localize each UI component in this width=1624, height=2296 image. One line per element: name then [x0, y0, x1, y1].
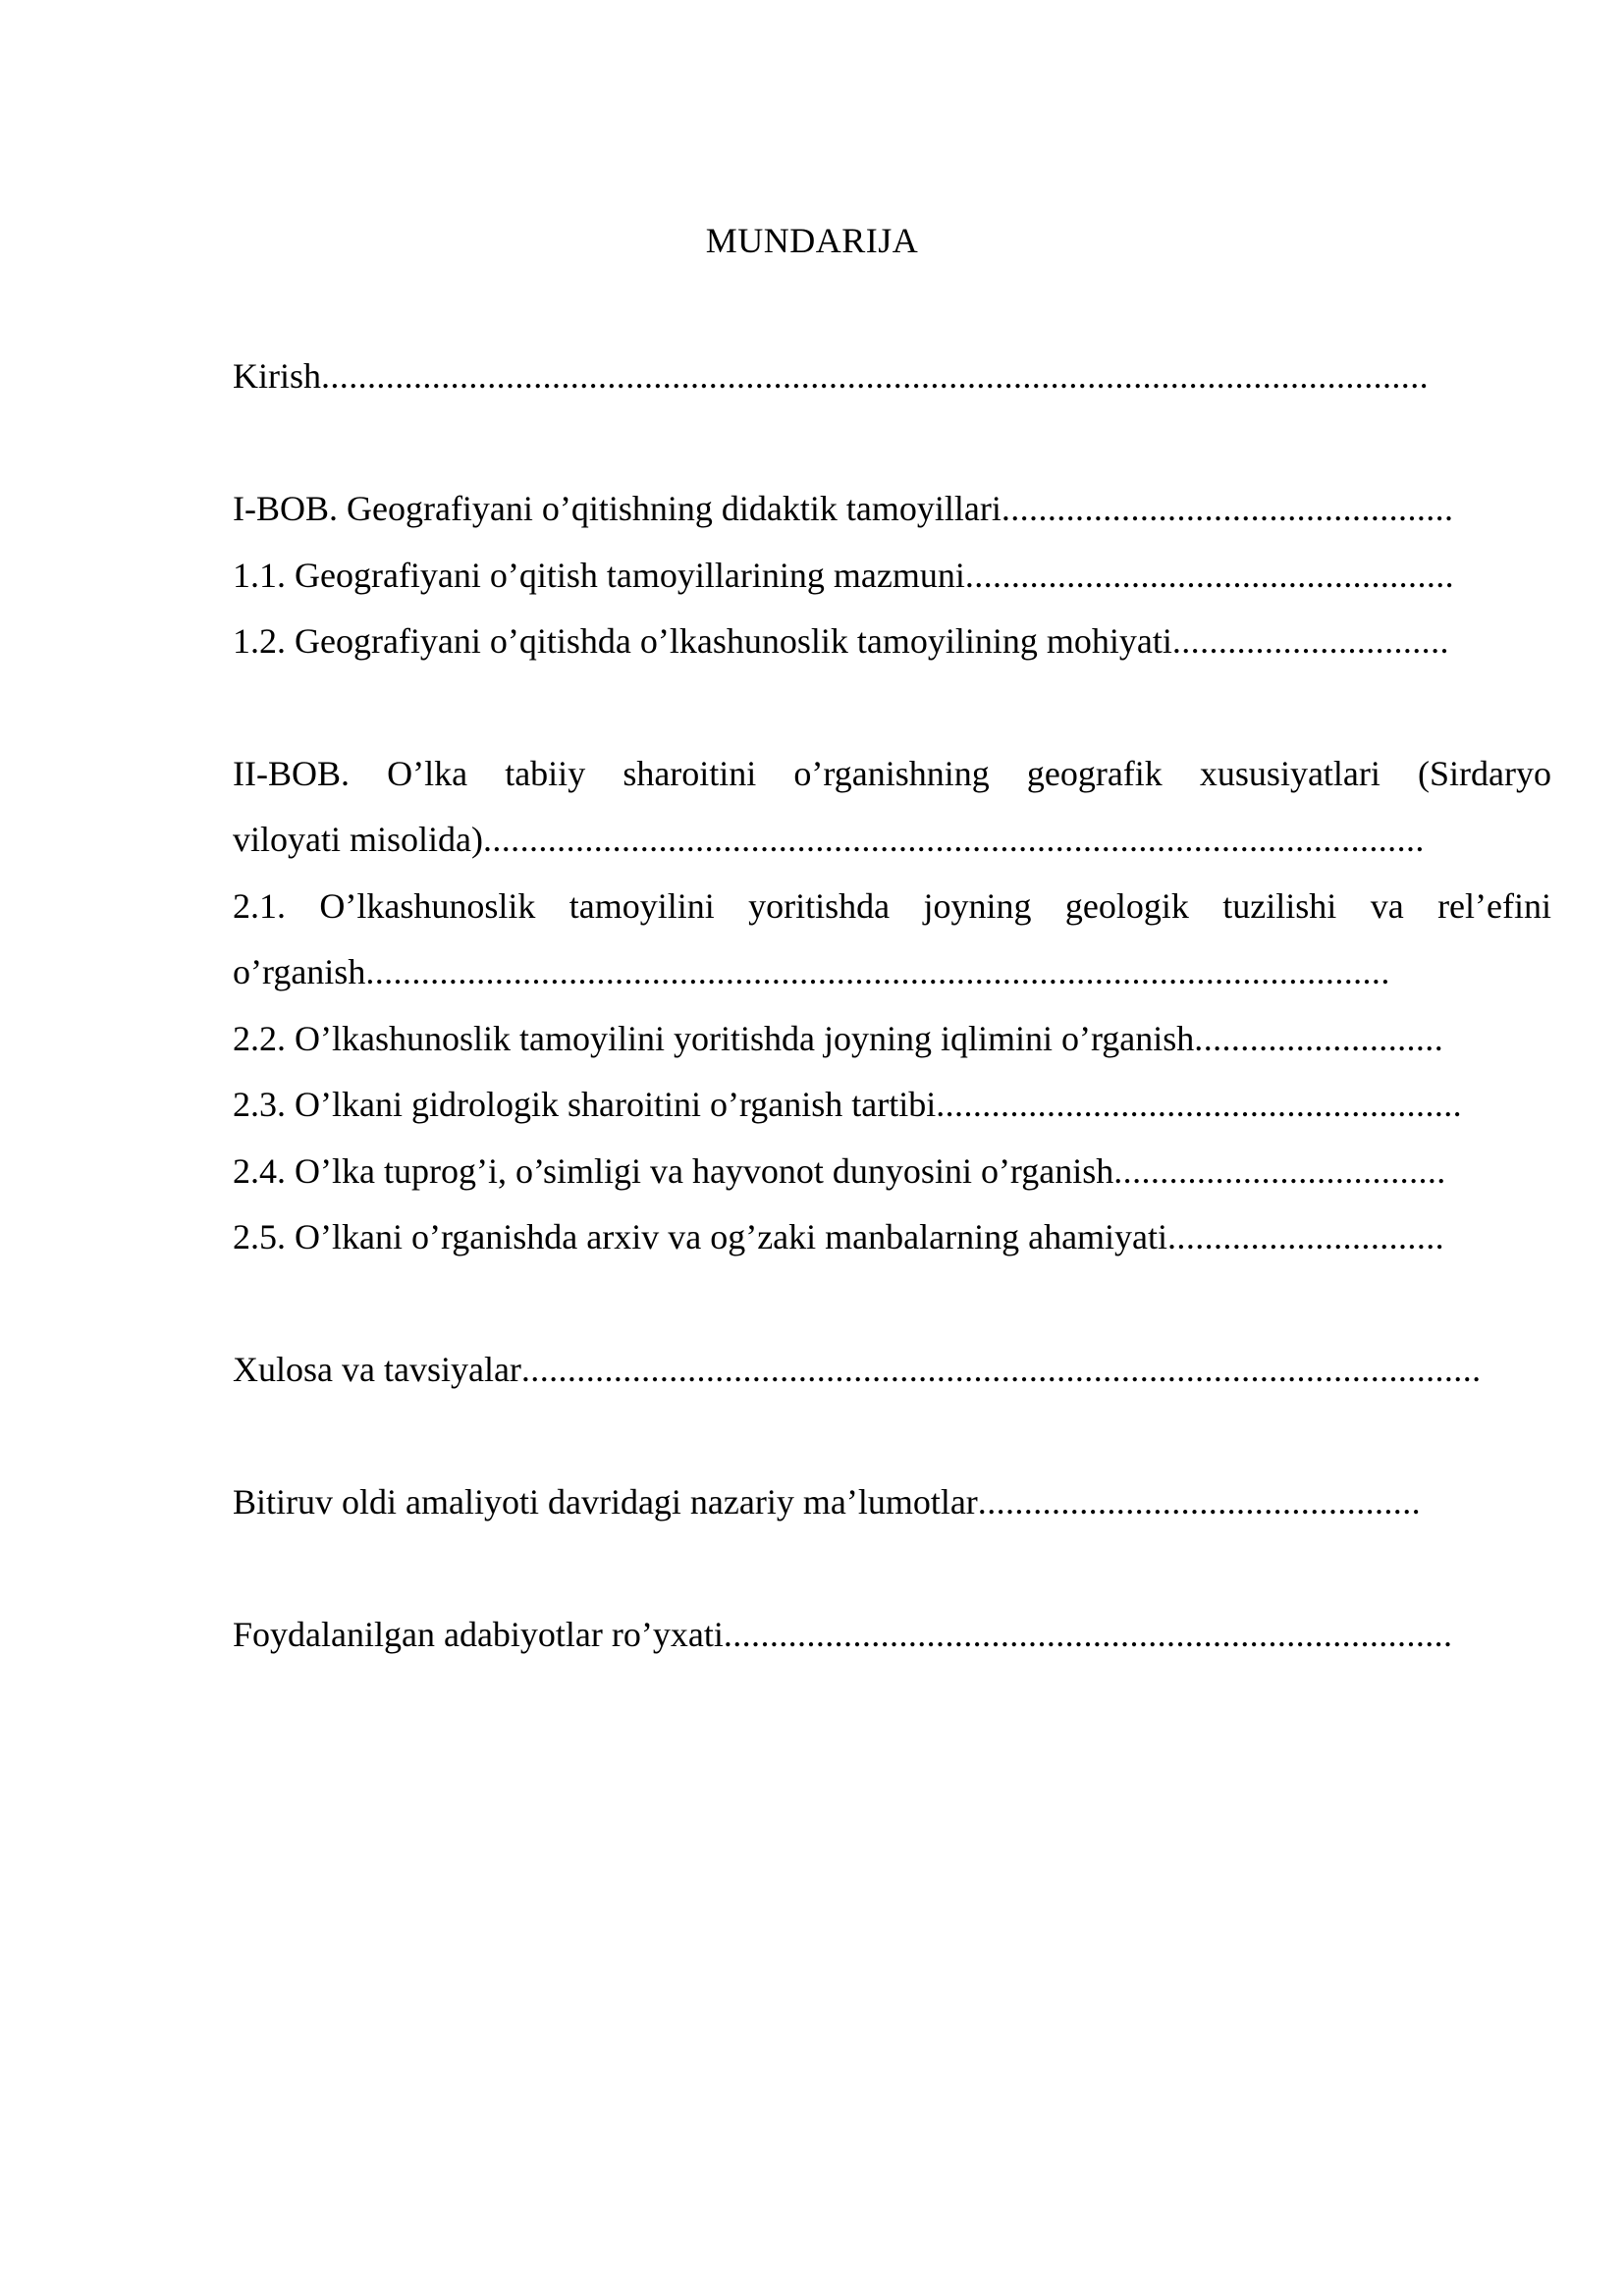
toc-entry-label: Bitiruv oldi amaliyoti davridagi nazariy ma’lumotlar	[233, 1482, 978, 1522]
toc-leader-dots: ..............................	[1171, 621, 1449, 661]
toc-leader-dots: ......................................................................................................	[482, 820, 1425, 859]
toc-entry-label: I-BOB. Geografiyani o’qitishning didaktik tamoyillari	[233, 489, 1001, 528]
toc-entry-label: 1.2. Geografiyani o’qitishda o’lkashunoslik tamoyilining mohiyati	[233, 621, 1172, 661]
toc-leader-dots: .................................................	[1001, 489, 1454, 528]
toc-entry-label: 2.3. O’lkani gidrologik sharoitini o’rganish tartibi	[233, 1085, 937, 1124]
toc-entry-theory	[233, 1479, 1551, 1524]
toc-entry-label: 1.1. Geografiyani o’qitish tamoyillarining mazmuni	[233, 556, 965, 595]
toc-entry-label: Xulosa va tavsiyalar	[233, 1350, 521, 1389]
toc-leader-dots: .........................................................	[936, 1085, 1463, 1124]
toc-leader-dots: ................................................	[977, 1482, 1421, 1522]
toc-entry-label: o’rganish	[233, 952, 366, 991]
toc-entry-chapter-2-line-1: II-BOB. O’lka tabiiy sharoitini o’rganishning geografik xususiyatlari (Sirdaryo	[233, 754, 1551, 793]
toc-entry-label: Foydalanilgan adabiyotlar ro’yxati	[233, 1615, 724, 1654]
toc-entry-label: 2.5. O’lkani o’rganishda arxiv va og’zaki manbalarning ahamiyati	[233, 1217, 1168, 1256]
toc-leader-dots: ..............................	[1167, 1217, 1445, 1256]
toc-entry-label: 2.4. O’lka tuprog’i, o’simligi va hayvonot dunyosini o’rganish	[233, 1151, 1114, 1191]
toc-leader-dots: ...........................	[1194, 1019, 1444, 1058]
toc-entry-references	[233, 1612, 1551, 1657]
toc-entry-section-1-2	[233, 618, 1551, 664]
toc-entry-section-2-1-line-1: 2.1. O’lkashunoslik tamoyilini yoritishda joyning geologik tuzilishi va rel’efini	[233, 886, 1551, 926]
toc-entry-label: Kirish	[233, 356, 321, 396]
toc-entry-label: 2.2. O’lkashunoslik tamoyilini yoritishda joyning iqlimini o’rganish	[233, 1019, 1195, 1058]
toc-entry-section-2-4	[233, 1148, 1551, 1194]
toc-entry-intro	[233, 353, 1551, 399]
toc-entry-label: viloyati misolida)	[233, 820, 483, 859]
toc-leader-dots: .....................................................	[964, 556, 1455, 595]
toc-leader-dots: ...............................................................................	[723, 1615, 1453, 1654]
toc-entry-section-2-2	[233, 1016, 1551, 1061]
toc-leader-dots: ....................................	[1113, 1151, 1446, 1191]
toc-leader-dots: ........................................................................................................	[520, 1350, 1482, 1389]
toc-entry-conclusion	[233, 1347, 1551, 1392]
toc-entry-section-2-3	[233, 1082, 1551, 1127]
toc-leader-dots: ........................................................................................................................	[321, 356, 1429, 396]
toc-entry-chapter-1	[233, 486, 1551, 531]
page-title: MUNDARIJA	[705, 221, 919, 260]
toc-leader-dots: ...............................................................................................................	[365, 952, 1390, 991]
toc-entry-section-2-1	[233, 949, 1551, 994]
toc-entry-section-2-5	[233, 1214, 1551, 1259]
toc-entry-chapter-2	[233, 817, 1551, 862]
toc-entry-section-1-1	[233, 553, 1551, 598]
